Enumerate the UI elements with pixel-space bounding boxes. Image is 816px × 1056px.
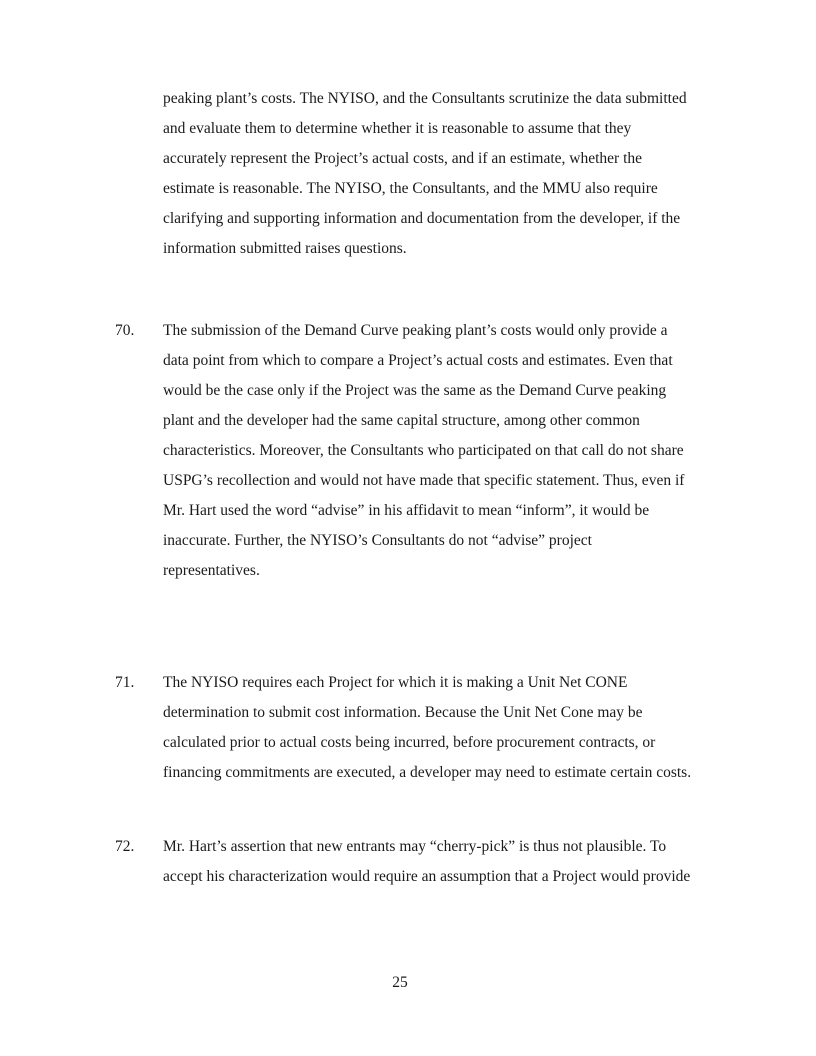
text-line: The submission of the Demand Curve peaking plant’s costs would only provide a — [163, 322, 668, 339]
text-line: USPG’s recollection and would not have made that specific statement. Thus, even if — [163, 472, 685, 489]
paragraph-72 — [163, 832, 723, 892]
paragraph-71 — [163, 668, 723, 788]
text-line: accept his characterization would require an assumption that a Project would provide — [163, 868, 691, 885]
text-line: calculated prior to actual costs being incurred, before procurement contracts, or — [163, 734, 656, 751]
text-line: characteristics. Moreover, the Consultants who participated on that call do not share — [163, 442, 684, 459]
paragraph-number: 70. — [115, 322, 135, 339]
paragraph-number: 71. — [115, 674, 135, 691]
text-line: would be the case only if the Project was the same as the Demand Curve peaking — [163, 382, 667, 399]
text-line: peaking plant’s costs. The NYISO, and the Consultants scrutinize the data submitted — [163, 90, 687, 107]
text-line: Mr. Hart used the word “advise” in his affidavit to mean “inform”, it would be — [163, 502, 650, 519]
text-line: estimate is reasonable. The NYISO, the Consultants, and the MMU also require — [163, 180, 658, 197]
text-line: determination to submit cost information. Because the Unit Net Cone may be — [163, 704, 643, 721]
text-line: Mr. Hart’s assertion that new entrants may “cherry-pick” is thus not plausible. To — [163, 838, 667, 855]
page-number: 25 — [392, 974, 408, 991]
paragraph-70 — [163, 316, 723, 586]
text-line: accurately represent the Project’s actual costs, and if an estimate, whether the — [163, 150, 643, 167]
paragraph-number: 72. — [115, 838, 135, 855]
text-line: and evaluate them to determine whether it is reasonable to assume that they — [163, 120, 632, 137]
text-line: data point from which to compare a Project’s actual costs and estimates. Even that — [163, 352, 673, 369]
text-line: information submitted raises questions. — [163, 240, 407, 257]
paragraph-69-continuation — [163, 84, 723, 264]
text-line: financing commitments are executed, a developer may need to estimate certain costs. — [163, 764, 692, 781]
text-line: The NYISO requires each Project for which it is making a Unit Net CONE — [163, 674, 628, 691]
text-line: plant and the developer had the same capital structure, among other common — [163, 412, 640, 429]
text-line: representatives. — [163, 562, 260, 579]
text-line: inaccurate. Further, the NYISO’s Consultants do not “advise” project — [163, 532, 592, 549]
text-line: clarifying and supporting information and documentation from the developer, if the — [163, 210, 681, 227]
